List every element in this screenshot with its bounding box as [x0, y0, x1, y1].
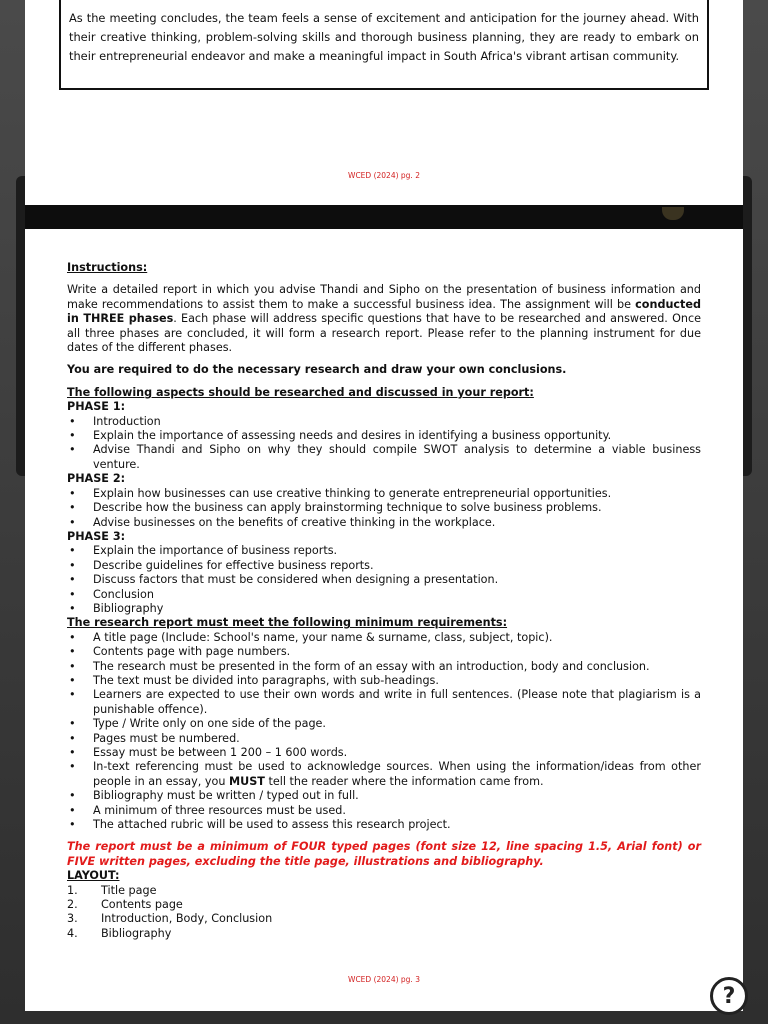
page-separator	[25, 205, 743, 229]
page-footer: WCED (2024) pg. 3	[348, 975, 420, 984]
help-button[interactable]	[710, 977, 748, 1015]
list-item: 4. Bibliography	[67, 926, 172, 940]
list-item: • Describe how the business can apply brainstorming technique to solve business problems.	[67, 501, 701, 515]
phase-2-title: PHASE 2:	[67, 472, 126, 486]
required-line: You are required to do the necessary research and draw your own conclusions.	[67, 363, 567, 377]
list-item: • Discuss factors that must be considered when designing a presentation.	[67, 573, 701, 587]
list-item: • Type / Write only on one side of the page.	[67, 717, 701, 731]
list-item: • Contents page with page numbers.	[67, 645, 701, 659]
layout-heading: LAYOUT:	[67, 869, 120, 883]
list-item: • Describe guidelines for effective business reports.	[67, 559, 701, 573]
list-item: • The text must be divided into paragraphs, with sub-headings.	[67, 674, 701, 688]
document-page-3	[25, 229, 743, 1011]
list-item: • Explain how businesses can use creative thinking to generate entrepreneurial opportunities.	[67, 487, 701, 501]
list-item: • Advise Thandi and Sipho on why they should compile SWOT analysis to determine a viable business venture.	[67, 443, 701, 472]
list-item: • Explain the importance of business reports.	[67, 544, 701, 558]
aspects-heading: The following aspects should be researched and discussed in your report:	[67, 385, 534, 399]
list-item: • The research must be presented in the form of an essay with an introduction, body and conclusion.	[67, 660, 701, 674]
list-item: 3. Introduction, Body, Conclusion	[67, 912, 273, 926]
instructions-heading: Instructions:	[67, 261, 148, 274]
list-item: • Bibliography must be written / typed out in full.	[67, 789, 701, 803]
list-item: • Pages must be numbered.	[67, 732, 701, 746]
page-content	[67, 261, 701, 941]
list-item: 2. Contents page	[67, 898, 183, 912]
list-item: • Essay must be between 1 200 – 1 600 words.	[67, 746, 701, 760]
list-item: • Explain the importance of assessing needs and desires in identifying a business opportunity.	[67, 429, 701, 443]
phase-1-list	[67, 415, 701, 473]
requirements-heading: The research report must meet the following minimum requirements:	[67, 616, 508, 630]
document-page-2	[25, 0, 743, 205]
phase-3-title: PHASE 3:	[67, 529, 126, 543]
list-item: • In-text referencing must be used to acknowledge sources. When using the information/ideas from other people in an essay, you MUST tell the reader where the information came from.	[67, 760, 701, 789]
phase-2-list	[67, 487, 701, 530]
phase-1-title: PHASE 1:	[67, 400, 126, 414]
red-note: The report must be a minimum of FOUR typed pages (font size 12, line spacing 1.5, Arial font) or FIVE written pages, excluding the title page, illustrations and bibliography.	[67, 840, 701, 868]
list-item: • A minimum of three resources must be used.	[67, 804, 701, 818]
instructions-paragraph: Write a detailed report in which you advise Thandi and Sipho on the presentation of business information and make recommendations to assist them to make a successful business idea. The assignment will be conducted in THREE phases. Each phase will address specific questions that have to be researched and answered. Once all three phases are concluded, it will form a research report. Please refer to the planning instrument for due dates of the different phases.	[67, 283, 701, 355]
list-item: • Introduction	[67, 415, 701, 429]
list-item: • Bibliography	[67, 602, 701, 616]
list-item: • The attached rubric will be used to assess this research project.	[67, 818, 701, 832]
list-item: • A title page (Include: School's name, your name & surname, class, subject, topic).	[67, 631, 701, 645]
boxed-paragraph: As the meeting concludes, the team feels a sense of excitement and anticipation for the journey ahead. With their creative thinking, problem-solving skills and thorough business planning, they are ready to embark on their entrepreneurial endeavor and make a meaningful impact in South Africa's vibrant artisan community.	[59, 0, 709, 90]
list-item: • Conclusion	[67, 588, 701, 602]
requirements-list	[67, 631, 701, 833]
layout-list	[67, 884, 701, 942]
list-item: 1. Title page	[67, 883, 157, 897]
list-item: • Advise businesses on the benefits of creative thinking in the workplace.	[67, 516, 701, 530]
help-icon: ?	[722, 983, 736, 1009]
list-item: • Learners are expected to use their own words and write in full sentences. (Please note that plagiarism is a punishable offence).	[67, 688, 701, 717]
phase-3-list	[67, 544, 701, 616]
page-footer: WCED (2024) pg. 2	[348, 171, 420, 180]
